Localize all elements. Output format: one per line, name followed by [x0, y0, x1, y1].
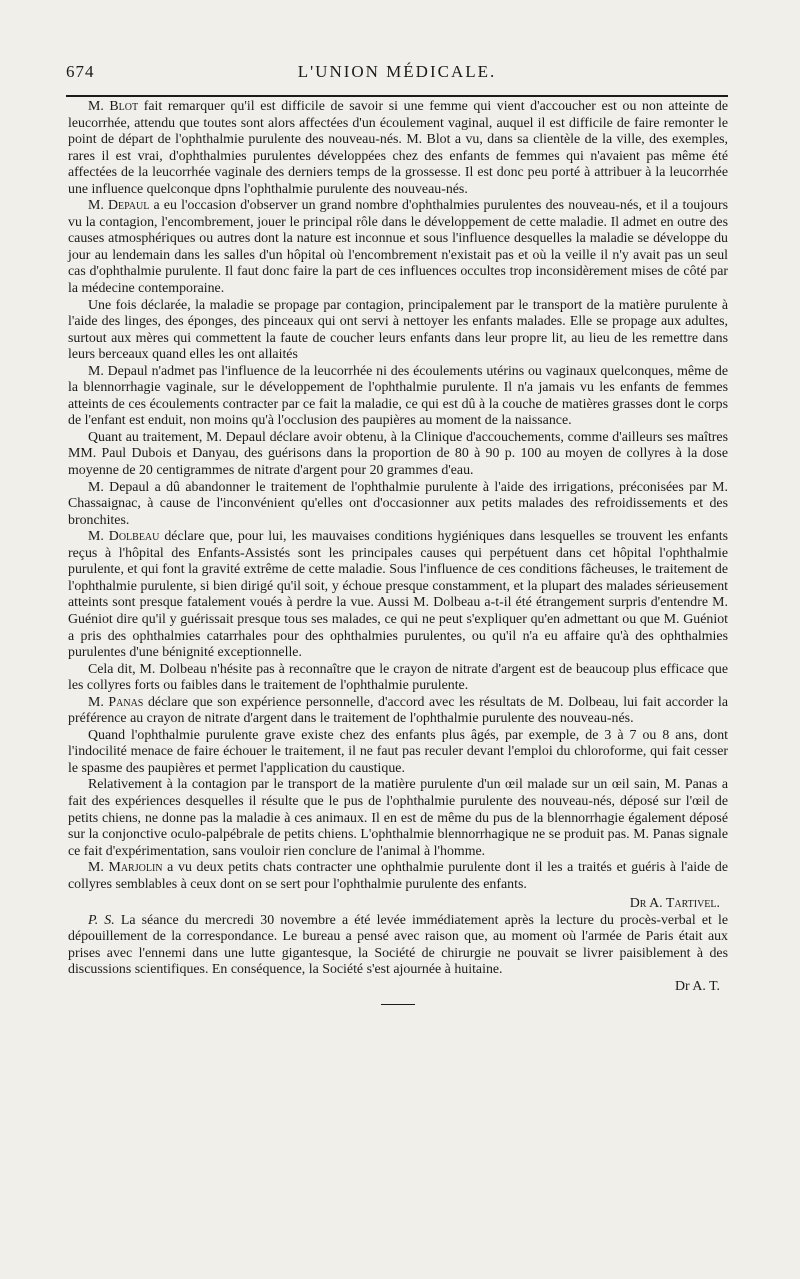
- paragraph: [68, 480, 728, 530]
- postscript-signature: Dr A. T.: [674, 978, 720, 994]
- paragraph-text: fait remarquer qu'il est difficile de savoir si une femme qui vient d'accoucher est ou non atteinte de leucorrhée, attendu que toutes sont alors affectées d'un écoulement vaginal, auquel il est difficile de faire remonter le point de départ de l'ophthalmie purulente des nouveau-nés. M. Blot a vu, dans sa clientèle de la ville, des exemples, rares il est vrai, d'ophthalmies purulentes développées chez des enfants de femmes qui n'avaient pas même été affectées de la leucorrhée vaginale des derniers temps de la grossesse. Il est donc peu porté à attribuer à la leucorrhée une influence quelconque dpns l'ophthalmie purulente des nouveau-nés.: [68, 99, 728, 197]
- postscript-text: La séance du mercredi 30 novembre a été levée immédiatement après la lecture du procès-verbal et le dépouillement de la correspondance. Le bureau a pensé avec raison que, au moment où l'armée de Paris était aux prises avec l'ennemi dans une lutte gigantesque, la Société de chirurgie ne pouvait se livrer paisiblement à des discussions scientifiques. En conséquence, la Société s'est ajournée à huitaine.: [68, 912, 728, 978]
- paragraph: [68, 662, 728, 695]
- header-rule: [66, 95, 728, 97]
- paragraph-text: a vu deux petits chats contracter une ophthalmie purulente dont il les a traités et guéris à l'aide de collyres semblables à ceux dont on se sert pour l'ophthalmie purulente des enfants.: [68, 860, 729, 892]
- paragraph-text: Quant au traitement, M. Depaul déclare avoir obtenu, à la Clinique d'accouchements, comme d'ailleurs ses maîtres MM. Paul Dubois et Danyau, des guérisons dans la proportion de 80 à 90 p. 100 au moyen de collyres à la dose moyenne de 20 centigrammes de nitrate d'argent pour 20 grammes d'eau.: [68, 429, 728, 479]
- postscript: [68, 913, 728, 979]
- paragraph-text: Quand l'ophthalmie purulente grave existe chez des enfants plus âgés, par exemple, de 3 à 7 ou 8 ans, dont l'indocilité menace de faire échouer le traitement, il ne faut pas reculer devant l'emploi du chloroforme, qui fait cesser le spasme des paupières et permet l'application du caustique.: [68, 727, 728, 776]
- postscript-label: P. S.: [88, 912, 115, 928]
- paragraph-text: M. Depaul a dû abandonner le traitement de l'ophthalmie purulente à l'aide des irrigations, préconisées par M. Chassaignac, à cause de l'inconvénient qu'elles ont d'occasionner aux petits malades des refroidissements et des bronchites.: [68, 479, 728, 528]
- page-header: [66, 58, 728, 86]
- paragraph: [68, 99, 728, 198]
- paragraph: [68, 430, 728, 480]
- speaker-name: M. Marjolin: [88, 860, 163, 876]
- paragraph: [68, 695, 728, 728]
- paragraph-text: déclare que, pour lui, les mauvaises conditions hygiéniques dans lesquelles se trouvent les enfants reçus à l'hôpital des Enfants-Assistés sont les principales causes qui perpétuent dans cet hôpital l'ophthalmie purulente, et qui font la gravité extrême de cette maladie. Sous l'influence de ces conditions fâcheuses, le traitement de l'ophthalmie purulente, si bien dirigé qu'il soit, y échoue presque constamment, et la plupart des malades sérieusement atteints sont presque fatalement voués à perdre la vue. Aussi M. Dolbeau a-t-il été étrangement surpris d'entendre M. Guéniot dire qu'il y guérissait presque tous ses malades, ce qui ne peut s'expliquer qu'en admettant ou que M. Guéniot a pris des ophthalmies catarrhales pour des ophthalmies purulentes, ou qu'il n'a eu affaire qu'à des ophthalmies purulentes d'une bénignité exceptionnelle.: [68, 529, 728, 661]
- paragraph: [68, 529, 728, 661]
- speaker-name: M. Panas: [88, 694, 144, 710]
- speaker-name: M. Depaul: [88, 198, 150, 214]
- speaker-name: M. Blot: [88, 99, 139, 114]
- paragraph-text: a eu l'occasion d'observer un grand nombre d'ophthalmies purulentes des nouveau-nés, et il a toujours vu la contagion, l'encombrement, jouer le principal rôle dans le développement de cette maladie. Il admet en outre des causes atmosphériques ou autres dont la nature est inconnue et sous l'influence desquelles la maladie se développe du jour au lendemain dans les salles d'un hôpital où l'encombrement n'existait pas et où la veille il n'y avait pas un seul cas d'ophthalmie purulente. Il faut donc faire la part de ces influences occultes trop inconsidèrement mises de côté par la médecine contemporaine.: [68, 198, 728, 297]
- speaker-name: M. Dolbeau: [88, 529, 160, 545]
- paragraph-text: déclare que son expérience personnelle, d'accord avec les résultats de M. Dolbeau, lui fait accorder la préférence au crayon de nitrate d'argent dans le traitement de l'ophthalmie purulente des nouveau-nés.: [68, 694, 728, 727]
- paragraph: [68, 860, 728, 893]
- paragraph: [68, 728, 728, 778]
- paragraph-text: Une fois déclarée, la maladie se propage par contagion, principalement par le transport de la matière purulente à l'aide des linges, des éponges, des pinceaux qui ont servi à nettoyer les enfants malades. Elle se propage aux adultes, surtout aux mères qui commettent la faute de coucher leurs enfants dans leur propre lit, au lieu de les remettre dans leurs berceaux quand elles les ont allaités: [68, 297, 728, 363]
- paragraph-text: Cela dit, M. Dolbeau n'hésite pas à reconnaître que le crayon de nitrate d'argent est de beaucoup plus efficace que les collyres forts ou faibles dans le traitement de l'ophthalmie purulente.: [68, 661, 728, 694]
- paragraph-text: Relativement à la contagion par le transport de la matière purulente d'un œil malade sur un œil sain, M. Panas a fait des expériences desquelles il résulte que le pus de l'ophthalmie purulente des nouveau-nés, déposé sur l'œil de petits chiens, ne donne pas la maladie à ces animaux. Il en est de même du pus de la blennorrhagie également déposé sur la conjonctive oculo-palpébrale de petits chiens. L'ophthalmie blennorrhagique ne se produit pas. M. Panas signale ce fait d'expérimentation, sans vouloir rien conclure de l'animal à l'homme.: [68, 777, 728, 859]
- author-signature: Dr A. Tartivel.: [629, 896, 720, 912]
- paragraph: [68, 777, 728, 860]
- end-rule: [381, 1004, 415, 1005]
- page-number: 674: [66, 62, 95, 81]
- paragraph: [68, 298, 728, 364]
- paragraph: [68, 198, 728, 297]
- paragraph: [68, 364, 728, 430]
- paragraph-text: M. Depaul n'admet pas l'influence de la leucorrhée ni des écoulements utérins ou vaginaux quelconques, même de la blennorrhagie vaginale, sur le développement de l'ophthalmie purulente. Il n'a jamais vu les enfants de femmes atteints de ces écoulements contracter par ce fait la maladie, ce qui est dû à la couche de matières grasses dont le corps de l'enfant est enduit, non moins qu'à l'occlusion des paupières au moment de la naissance.: [68, 363, 728, 429]
- article-body: [68, 99, 728, 1005]
- running-title: L'UNION MÉDICALE.: [297, 62, 497, 81]
